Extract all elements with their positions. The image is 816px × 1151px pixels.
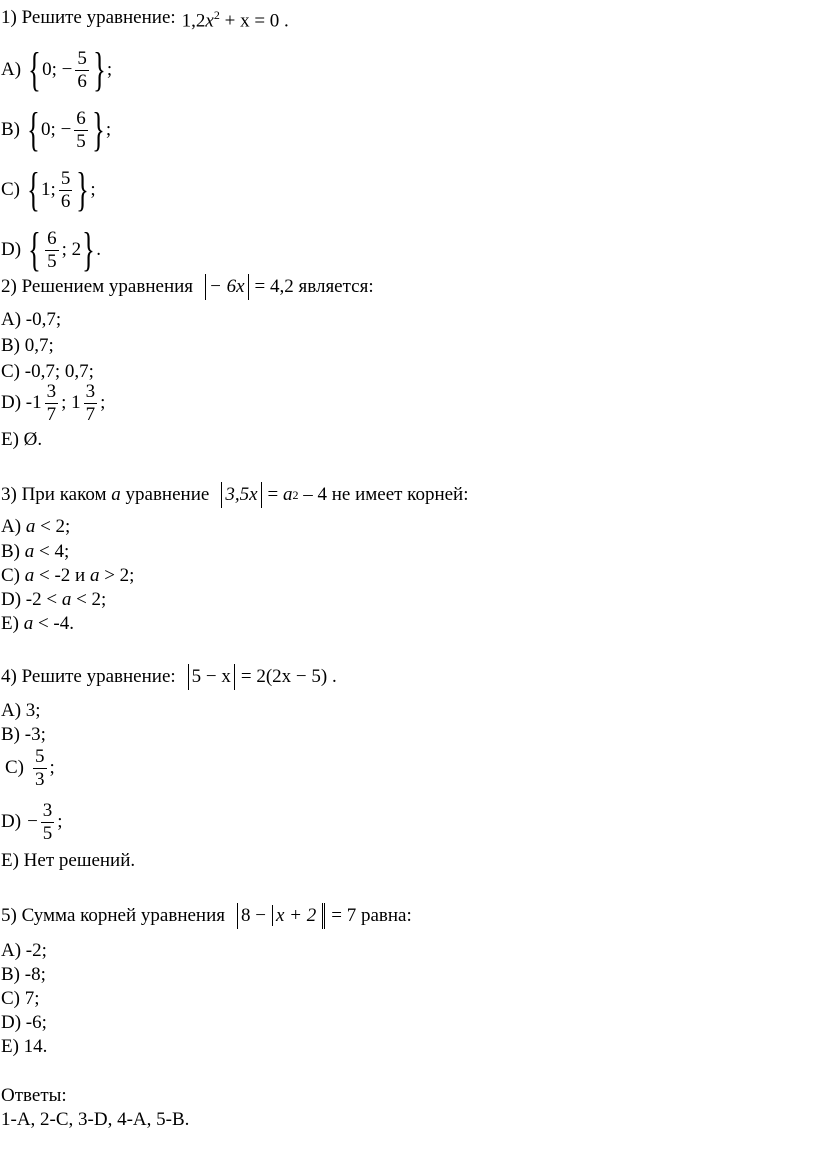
den: 5 <box>76 130 86 152</box>
q1-prompt <box>1 3 289 33</box>
fraction <box>59 168 73 213</box>
q3-prompt <box>1 480 469 510</box>
inner-abs: x + 2 <box>272 905 319 926</box>
q5-option-d: D) -6; <box>1 1012 47 1033</box>
den: 6 <box>77 70 87 92</box>
after: = 7 равна: <box>331 905 412 926</box>
text2: > 2; <box>104 565 135 586</box>
brace-open: { <box>27 163 40 216</box>
q2-option-a: A) -0,7; <box>1 309 62 330</box>
var: a <box>89 565 100 586</box>
q1-option-a <box>1 45 112 95</box>
q2-prompt-text: 2) Решением уравнения <box>1 276 194 297</box>
outer: 8 − <box>241 905 266 926</box>
num: 6 <box>47 227 57 249</box>
answers-title: Ответы: <box>1 1085 67 1106</box>
q4-prompt <box>1 662 337 692</box>
outer-abs <box>237 903 325 929</box>
brace-close: } <box>91 103 105 156</box>
prompt2: уравнение <box>125 484 210 505</box>
rest: + x = 0 <box>224 10 280 32</box>
first: 1; <box>41 179 56 200</box>
end: ; <box>57 811 63 832</box>
label: E) <box>1 613 19 634</box>
q1-option-d <box>1 225 101 275</box>
var: a <box>25 516 36 537</box>
q2-option-c: C) -0,7; 0,7; <box>1 361 94 382</box>
fraction <box>74 108 88 153</box>
first: 0; <box>41 119 56 140</box>
end: ; <box>100 392 106 413</box>
label: B) <box>1 541 20 562</box>
q1-option-b <box>1 105 111 155</box>
sign: − <box>27 811 38 832</box>
q5-option-c: C) 7; <box>1 988 40 1009</box>
brace-open: { <box>28 43 41 96</box>
label: C) <box>1 179 20 200</box>
label: D) <box>1 811 22 832</box>
q2-option-d <box>1 380 105 426</box>
fraction <box>41 800 55 845</box>
sign: − <box>61 59 73 80</box>
label: C) <box>5 757 24 778</box>
label: B) <box>1 119 20 140</box>
end: . <box>96 239 101 260</box>
after: = 2(2x − 5) . <box>240 666 337 687</box>
num: 3 <box>46 380 57 402</box>
abs-expression: 5 − x <box>188 664 235 690</box>
after: = 4,2 является: <box>254 276 374 297</box>
fraction <box>75 48 89 93</box>
text: < 4; <box>39 541 70 562</box>
fraction <box>33 746 47 791</box>
equals: = <box>267 484 279 505</box>
den: 7 <box>46 403 57 425</box>
text: < -2 и <box>39 565 86 586</box>
var: a <box>24 541 35 562</box>
num: 3 <box>85 380 96 402</box>
num: 5 <box>35 745 45 767</box>
q1-prompt-text: 1) Решите уравнение: <box>1 7 176 28</box>
var: a <box>61 589 72 610</box>
label: C) <box>1 565 20 586</box>
q4-option-b: B) -3; <box>1 724 46 745</box>
label: D) -2 < <box>1 589 58 610</box>
brace-open: { <box>27 103 40 156</box>
var: a <box>282 484 293 505</box>
end: ; <box>106 59 113 80</box>
den: 5 <box>42 822 53 844</box>
brace-close: } <box>93 43 106 96</box>
q4-option-c <box>5 745 55 791</box>
fraction <box>45 381 59 426</box>
label: D) -1 <box>1 392 42 413</box>
q5-option-a: A) -2; <box>1 940 47 961</box>
den: 3 <box>35 768 45 790</box>
text: < 2; <box>76 589 107 610</box>
text: < 2; <box>40 516 71 537</box>
label: A) <box>1 516 22 537</box>
coef: 1,2 <box>181 10 206 32</box>
fraction <box>84 381 98 426</box>
text: < -4. <box>37 613 74 634</box>
den: 6 <box>60 190 71 212</box>
label: D) <box>1 239 22 260</box>
after: – 4 не имеет корней: <box>303 484 469 505</box>
q1-equation <box>182 0 289 36</box>
prompt: 5) Сумма корней уравнения <box>1 905 225 926</box>
q2-option-b: B) 0,7; <box>1 335 54 356</box>
var: a <box>24 565 35 586</box>
num: 6 <box>76 107 86 129</box>
den: 7 <box>85 403 96 425</box>
brace-close: } <box>76 163 90 216</box>
den: 5 <box>47 250 57 272</box>
end: ; <box>105 119 112 140</box>
num: 3 <box>42 799 53 821</box>
abs-expression: 3,5x <box>221 482 261 508</box>
q4-option-d <box>1 799 63 845</box>
answers-text: 1-A, 2-C, 3-D, 4-A, 5-B. <box>1 1109 190 1130</box>
var: a <box>111 484 121 505</box>
q5-option-e: E) 14. <box>1 1036 48 1057</box>
num: 5 <box>60 167 71 189</box>
label: A) <box>1 59 22 80</box>
q2-prompt <box>1 272 374 302</box>
prompt: 4) Решите уравнение: <box>1 666 176 687</box>
q5-option-b: B) -8; <box>1 964 46 985</box>
fraction <box>45 228 59 273</box>
q4-option-e: E) Нет решений. <box>1 850 136 871</box>
brace-close: } <box>82 223 96 276</box>
end: ; <box>49 757 55 778</box>
sign: − <box>60 119 72 140</box>
abs-expression: − 6x <box>205 274 249 300</box>
exp: 2 <box>213 7 220 22</box>
q3-option-e <box>1 609 74 639</box>
brace-open: { <box>28 223 41 276</box>
var: a <box>23 613 34 634</box>
mid: ; 1 <box>61 392 81 413</box>
q4-option-a: A) 3; <box>1 700 41 721</box>
exp: 2 <box>292 488 299 502</box>
q5-prompt <box>1 901 412 931</box>
first: 0; <box>42 59 57 80</box>
end: . <box>284 10 289 32</box>
second: ; 2 <box>61 239 82 260</box>
var: x <box>205 10 214 32</box>
q1-option-c <box>1 165 96 215</box>
prompt: 3) При каком <box>1 484 107 505</box>
end: ; <box>90 179 96 200</box>
q2-option-e: E) Ø. <box>1 429 43 450</box>
num: 5 <box>77 47 87 69</box>
